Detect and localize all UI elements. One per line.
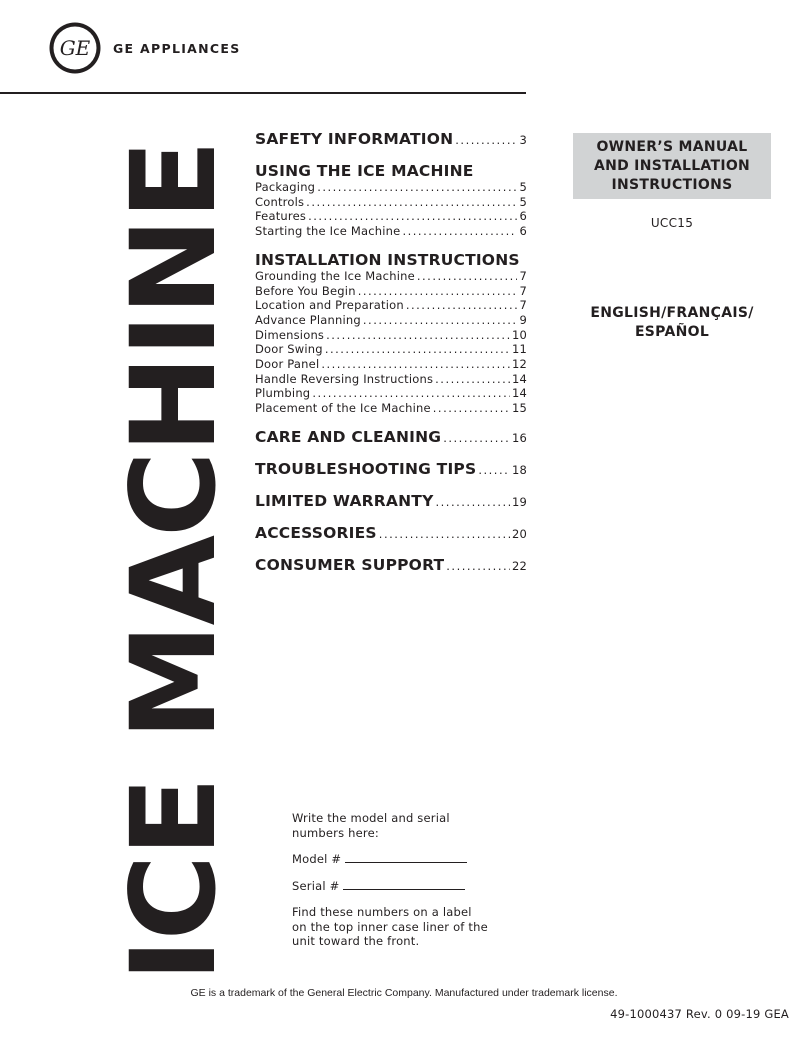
toc-consumer-support[interactable]: CONSUMER SUPPORT ..... 22 — [255, 556, 527, 576]
serial-label: Serial # — [292, 879, 340, 894]
toc-installation-title: INSTALLATION INSTRUCTIONS — [255, 250, 520, 269]
toc-item[interactable]: Location and Preparation ..... 7 — [255, 298, 527, 313]
toc-item[interactable]: Advance Planning ..... 9 — [255, 313, 527, 328]
toc-using-title: USING THE ICE MACHINE — [255, 162, 474, 180]
trademark-notice: GE is a trademark of the General Electric Company. Manufactured under trademark license. — [190, 987, 618, 999]
toc-item[interactable]: Placement of the Ice Machine ..... 15 — [255, 401, 527, 416]
toc-item[interactable]: Packaging ..... 5 — [255, 180, 527, 195]
serial-intro: numbers here: — [292, 825, 379, 840]
toc-warranty[interactable]: LIMITED WARRANTY ..... 19 — [255, 492, 527, 512]
toc-item[interactable]: Features ..... 6 — [255, 209, 527, 224]
toc-item[interactable]: Plumbing ..... 14 — [255, 386, 527, 401]
languages-line: ESPAÑOL — [634, 324, 710, 340]
model-fill-line[interactable] — [345, 851, 467, 863]
header-divider — [0, 92, 526, 94]
toc-care[interactable]: CARE AND CLEANING ..... 16 — [255, 428, 527, 448]
ge-logo — [49, 22, 101, 74]
ge-logo-text: GE — [59, 36, 91, 60]
serial-fill-line[interactable] — [343, 878, 465, 890]
toc-item[interactable]: Controls ..... 5 — [255, 195, 527, 210]
model-number: UCC15 — [650, 216, 694, 230]
languages-line: ENGLISH/FRANÇAIS/ — [590, 305, 754, 321]
header — [49, 22, 241, 74]
manual-type-box — [573, 133, 771, 199]
table-of-contents — [255, 130, 527, 576]
model-field[interactable] — [292, 851, 522, 867]
toc-item[interactable]: Starting the Ice Machine ..... 6 — [255, 224, 527, 239]
manual-type-line: INSTRUCTIONS — [611, 176, 733, 193]
manual-type-line: AND INSTALLATION — [593, 157, 751, 174]
toc-item[interactable]: Grounding the Ice Machine ..... 7 — [255, 269, 527, 284]
toc-item[interactable]: Handle Reversing Instructions ..... 14 — [255, 372, 527, 387]
serial-note: on the top inner case liner of the — [292, 919, 488, 934]
toc-safety[interactable]: SAFETY INFORMATION ..... 3 — [255, 130, 527, 150]
serial-intro: Write the model and serial — [292, 811, 450, 825]
brand-name: GE APPLIANCES — [113, 40, 241, 56]
toc-item[interactable]: Door Swing ..... 11 — [255, 342, 527, 357]
serial-note: unit toward the front. — [292, 934, 420, 949]
toc-item[interactable]: Dimensions ..... 10 — [255, 328, 527, 343]
serial-number-block — [292, 811, 522, 949]
document-number: 49-1000437 Rev. 0 09-19 GEA — [610, 1007, 789, 1021]
toc-item[interactable]: Door Panel ..... 12 — [255, 357, 527, 372]
toc-accessories[interactable]: ACCESSORIES ..... 20 — [255, 524, 527, 544]
toc-troubleshooting[interactable]: TROUBLESHOOTING TIPS ..... 18 — [255, 460, 527, 480]
model-label: Model # — [292, 852, 342, 867]
manual-type-line: OWNER’S MANUAL — [596, 138, 748, 155]
toc-item[interactable]: Before You Begin ..... 7 — [255, 284, 527, 299]
serial-note: Find these numbers on a label — [292, 904, 472, 919]
languages — [573, 304, 771, 342]
serial-field[interactable] — [292, 878, 522, 894]
product-title: ICE MACHINE — [105, 141, 242, 982]
